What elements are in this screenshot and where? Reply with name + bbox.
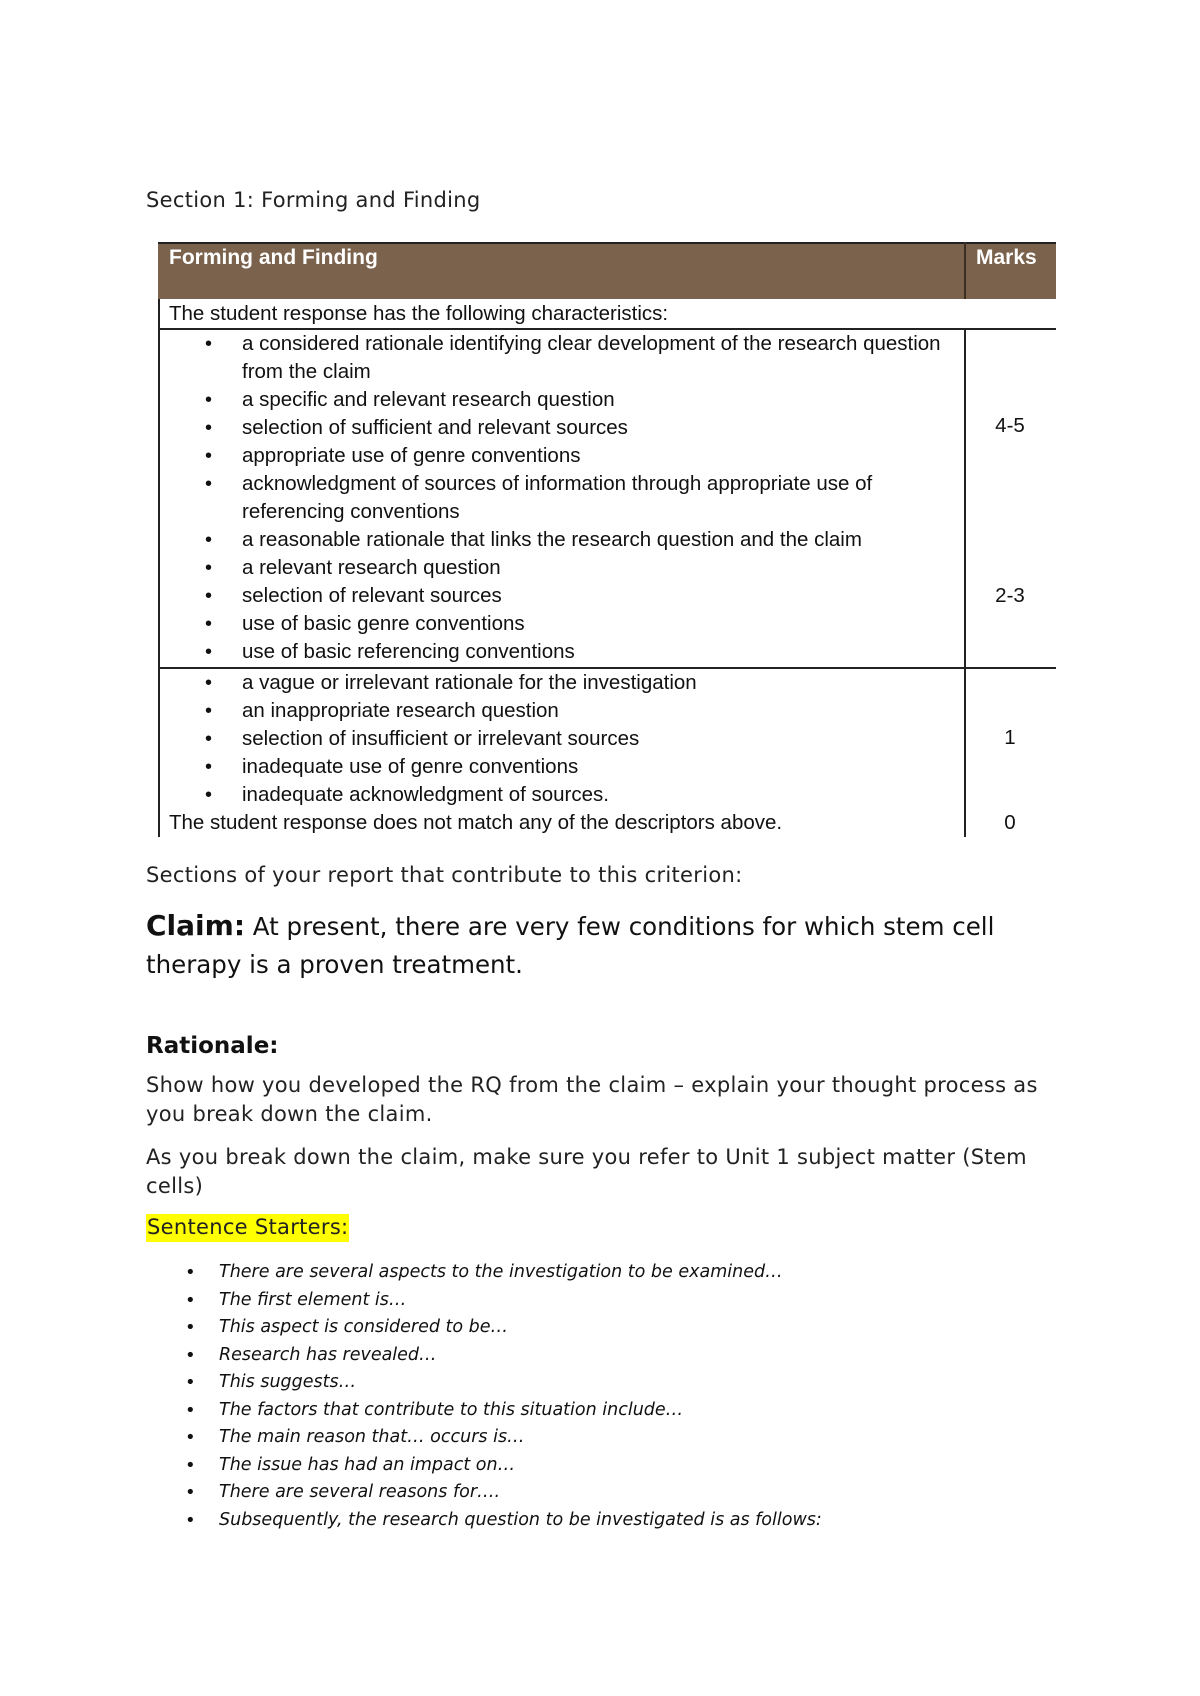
criterion-item: • a specific and relevant research question	[158, 386, 942, 414]
criterion-item: • a considered rationale identifying clear development of the research question from the claim	[158, 330, 942, 386]
criterion-item: • acknowledgment of sources of information through appropriate use of referencing conventions	[158, 470, 942, 526]
rationale-instruction-unit: As you break down the claim, make sure you refer to Unit 1 subject matter (Stem cells)	[146, 1145, 1027, 1198]
criterion-item: • a reasonable rationale that links the research question and the claim	[158, 526, 942, 554]
starter-item: • The first element is…	[146, 1287, 1046, 1315]
starter-item: • The main reason that… occurs is…	[146, 1424, 1046, 1452]
criterion-item: • selection of relevant sources	[158, 582, 942, 610]
criterion-item: • selection of sufficient and relevant sources	[158, 414, 942, 442]
marking-rubric-table	[158, 242, 1056, 837]
starter-item: • This aspect is considered to be…	[146, 1314, 1046, 1342]
no-match-text: The student response does not match any of the descriptors above.	[169, 811, 783, 834]
highlighted-text: Sentence Starters:	[146, 1214, 349, 1242]
band-low-criteria	[158, 669, 958, 809]
rubric-header-row	[158, 242, 1056, 299]
criterion-item: • selection of insufficient or irrelevant sources	[158, 725, 942, 753]
criterion-item: • use of basic referencing conventions	[158, 638, 942, 666]
band-high-criteria	[158, 330, 958, 666]
criterion-item: • inadequate use of genre conventions	[158, 753, 942, 781]
criterion-item: • a relevant research question	[158, 554, 942, 582]
claim-paragraph	[146, 907, 1066, 984]
band-low-marks: 1	[1004, 726, 1016, 749]
section-heading: Section 1: Forming and Finding	[146, 188, 481, 212]
sentence-starters-heading	[146, 1215, 349, 1239]
criterion-item: • appropriate use of genre conventions	[158, 442, 942, 470]
starter-item: • This suggests…	[146, 1369, 1046, 1397]
rationale-instruction: Show how you developed the RQ from the claim – explain your thought process as you break down the claim.	[146, 1073, 1038, 1126]
starter-item: • Research has revealed…	[146, 1342, 1046, 1370]
criterion-item: • inadequate acknowledgment of sources.	[158, 781, 942, 809]
starter-item: • Subsequently, the research question to be investigated is as follows:	[146, 1507, 1046, 1535]
claim-label: Claim:	[146, 909, 246, 942]
band-mid-marks: 2-3	[995, 584, 1025, 607]
band-high-marks: 4-5	[995, 414, 1025, 437]
rationale-heading: Rationale:	[146, 1033, 279, 1059]
starter-item: • The issue has had an impact on…	[146, 1452, 1046, 1480]
starter-item: • The factors that contribute to this situation include…	[146, 1397, 1046, 1425]
sentence-starters-list	[146, 1259, 1046, 1534]
rubric-intro-text: The student response has the following characteristics:	[169, 302, 669, 325]
criterion-item: • a vague or irrelevant rationale for the investigation	[158, 669, 942, 697]
criterion-item: • an inappropriate research question	[158, 697, 942, 725]
criterion-item: • use of basic genre conventions	[158, 610, 942, 638]
contributing-sections-line: Sections of your report that contribute to this criterion:	[146, 863, 743, 887]
starter-item: • There are several reasons for….	[146, 1479, 1046, 1507]
claim-text: At present, there are very few conditions for which stem cell therapy is a proven treatment.	[146, 912, 995, 979]
rubric-marks-divider	[964, 329, 966, 837]
rubric-header-title: Forming and Finding	[169, 246, 378, 269]
starter-item: • There are several aspects to the investigation to be examined…	[146, 1259, 1046, 1287]
rubric-marks-divider-header	[964, 242, 966, 299]
rubric-header-marks: Marks	[976, 246, 1037, 269]
no-match-marks: 0	[1004, 811, 1016, 834]
